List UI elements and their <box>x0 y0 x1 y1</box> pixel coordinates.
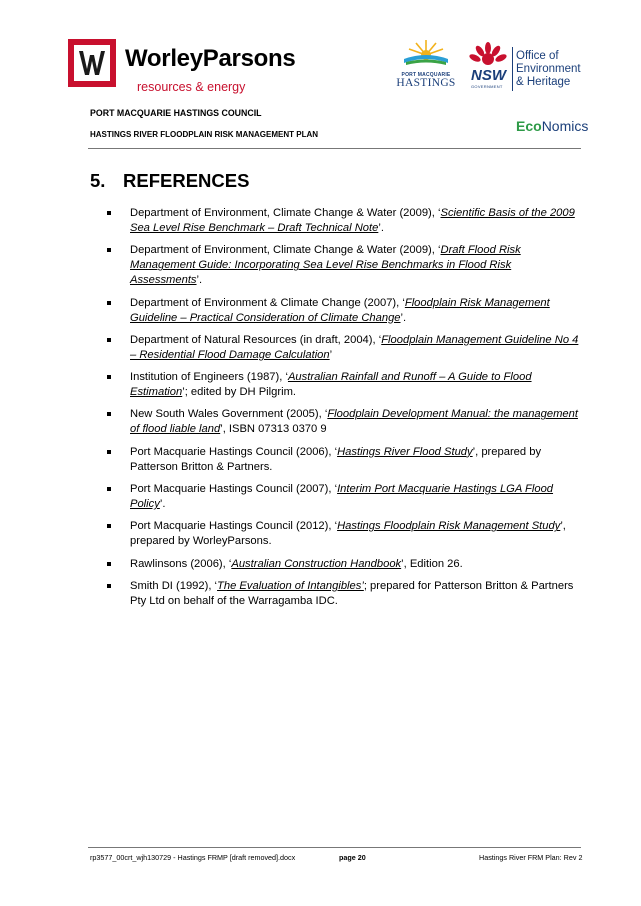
bullet-icon <box>107 562 111 566</box>
reference-item <box>91 296 583 326</box>
economics-logo <box>516 118 588 134</box>
reference-prefix: Smith DI (1992), ‘ <box>130 579 218 592</box>
council-name: PORT MACQUARIE HASTINGS COUNCIL <box>90 108 262 118</box>
bullet-icon <box>107 584 111 588</box>
bullet-icon <box>107 248 111 252</box>
plan-title: HASTINGS RIVER FLOODPLAIN RISK MANAGEMENT PLAN <box>90 130 319 139</box>
reference-prefix: Institution of Engineers (1987), ‘ <box>130 371 288 384</box>
waratah-icon <box>466 42 510 68</box>
company-name: WorleyParsons <box>125 45 296 72</box>
reference-prefix: New South Wales Government (2005), ‘ <box>130 408 328 421</box>
reference-prefix: Department of Environment & Climate Change (2007), ‘ <box>130 296 405 309</box>
reference-item <box>91 333 583 363</box>
reference-title: Australian Construction Handbook <box>231 557 402 570</box>
bullet-icon <box>107 487 111 491</box>
reference-suffix: ’. <box>196 274 203 287</box>
reference-prefix: Port Macquarie Hastings Council (2007), ‘ <box>130 483 338 496</box>
reference-title: The Evaluation of Intangibles’ <box>217 579 364 592</box>
bullet-icon <box>107 211 111 215</box>
logo-text-big: HASTINGS <box>396 77 456 89</box>
reference-prefix: Department of Environment, Climate Change & Water (2009), ‘ <box>130 207 441 219</box>
logo-divider <box>512 47 513 91</box>
reference-suffix: ’ <box>329 348 333 361</box>
bullet-icon <box>107 450 111 454</box>
reference-title: Floodplain Risk Management Guideline – Practical Consideration of Climate Change <box>130 296 550 324</box>
reference-title: Draft Flood Risk Management Guide: Incorporating Sea Level Rise Benchmarks in Flood Risk Assessments <box>130 244 521 287</box>
reference-suffix: ; prepared for Patterson Britton & Partners Pty Ltd on behalf of the Warragamba IDC. <box>130 579 574 607</box>
reference-suffix: ’. <box>378 222 384 234</box>
nomics-text: Nomics <box>541 118 589 134</box>
section-number: 5. <box>90 170 106 191</box>
page-number: page 20 <box>339 853 366 862</box>
port-macquarie-hastings-logo <box>394 37 458 92</box>
reference-prefix: Port Macquarie Hastings Council (2006), ‘ <box>130 445 338 458</box>
reference-suffix: ’; edited by DH Pilgrim. <box>182 386 297 399</box>
reference-item <box>91 579 583 609</box>
footer-filename: rp3577_00crt_wjh130729 - Hastings FRMP [draft removed].docx <box>90 853 296 862</box>
reference-prefix: Port Macquarie Hastings Council (2012), ‘ <box>130 520 338 533</box>
reference-title: Hastings Floodplain Risk Management Study <box>337 520 561 533</box>
section-heading <box>90 170 249 192</box>
reference-prefix: Rawlinsons (2006), ‘ <box>130 557 232 570</box>
eco-text: Eco <box>516 118 542 134</box>
reference-suffix: ’. <box>159 498 166 511</box>
company-tagline: resources & energy <box>137 80 246 94</box>
reference-item <box>91 243 583 288</box>
reference-suffix: ’. <box>400 311 407 324</box>
oeh-line-3: & Heritage <box>516 76 571 88</box>
reference-suffix: ’, prepared by WorleyParsons. <box>130 520 566 548</box>
nsw-text: NSW <box>471 67 506 84</box>
oeh-line-1: Office of <box>516 50 559 62</box>
reference-item <box>91 407 583 437</box>
reference-suffix: ’, prepared by Patterson Britton & Partners. <box>130 445 542 473</box>
government-text: GOVERNMENT <box>471 84 503 89</box>
references-list <box>91 206 583 616</box>
reference-prefix: Department of Natural Resources (in draft, 2004), ‘ <box>130 333 382 346</box>
sun-wave-icon <box>394 37 458 67</box>
reference-item <box>91 370 583 400</box>
logo-text-small: PORT MACQUARIE <box>401 72 451 78</box>
reference-title: Floodplain Management Guideline No 4 – Residential Flood Damage Calculation <box>130 333 579 361</box>
bullet-icon <box>107 375 111 379</box>
header-rule <box>88 148 581 149</box>
reference-title: Australian Rainfall and Runoff – A Guide to Flood Estimation <box>130 371 532 399</box>
bullet-icon <box>107 338 111 342</box>
reference-item <box>91 445 583 475</box>
reference-item <box>91 482 583 512</box>
reference-suffix: ’, ISBN 07313 0370 9 <box>220 423 327 436</box>
nsw-government-logo <box>466 42 510 92</box>
reference-item <box>91 519 583 549</box>
worleyparsons-logo-icon <box>68 39 116 87</box>
reference-title: Hastings River Flood Study <box>337 445 473 458</box>
reference-item <box>91 206 583 236</box>
reference-title: Scientific Basis of the 2009 Sea Level Rise Benchmark – Draft Technical Note <box>130 207 575 234</box>
reference-item <box>91 557 583 572</box>
reference-title: Interim Port Macquarie Hastings LGA Flood Policy <box>130 483 554 511</box>
footer-rule <box>88 847 581 848</box>
reference-suffix: ’, Edition 26. <box>401 557 463 570</box>
bullet-icon <box>107 301 111 305</box>
bullet-icon <box>107 524 111 528</box>
reference-title: Floodplain Development Manual: the management of flood liable land <box>130 408 578 436</box>
bullet-icon <box>107 412 111 416</box>
reference-prefix: Department of Environment, Climate Change & Water (2009), ‘ <box>130 244 441 257</box>
oeh-line-2: Environment <box>516 63 581 75</box>
section-title: REFERENCES <box>123 170 250 191</box>
office-environment-heritage-logo <box>516 50 581 89</box>
footer-doc-title: Hastings River FRM Plan: Rev 2 <box>479 853 583 862</box>
